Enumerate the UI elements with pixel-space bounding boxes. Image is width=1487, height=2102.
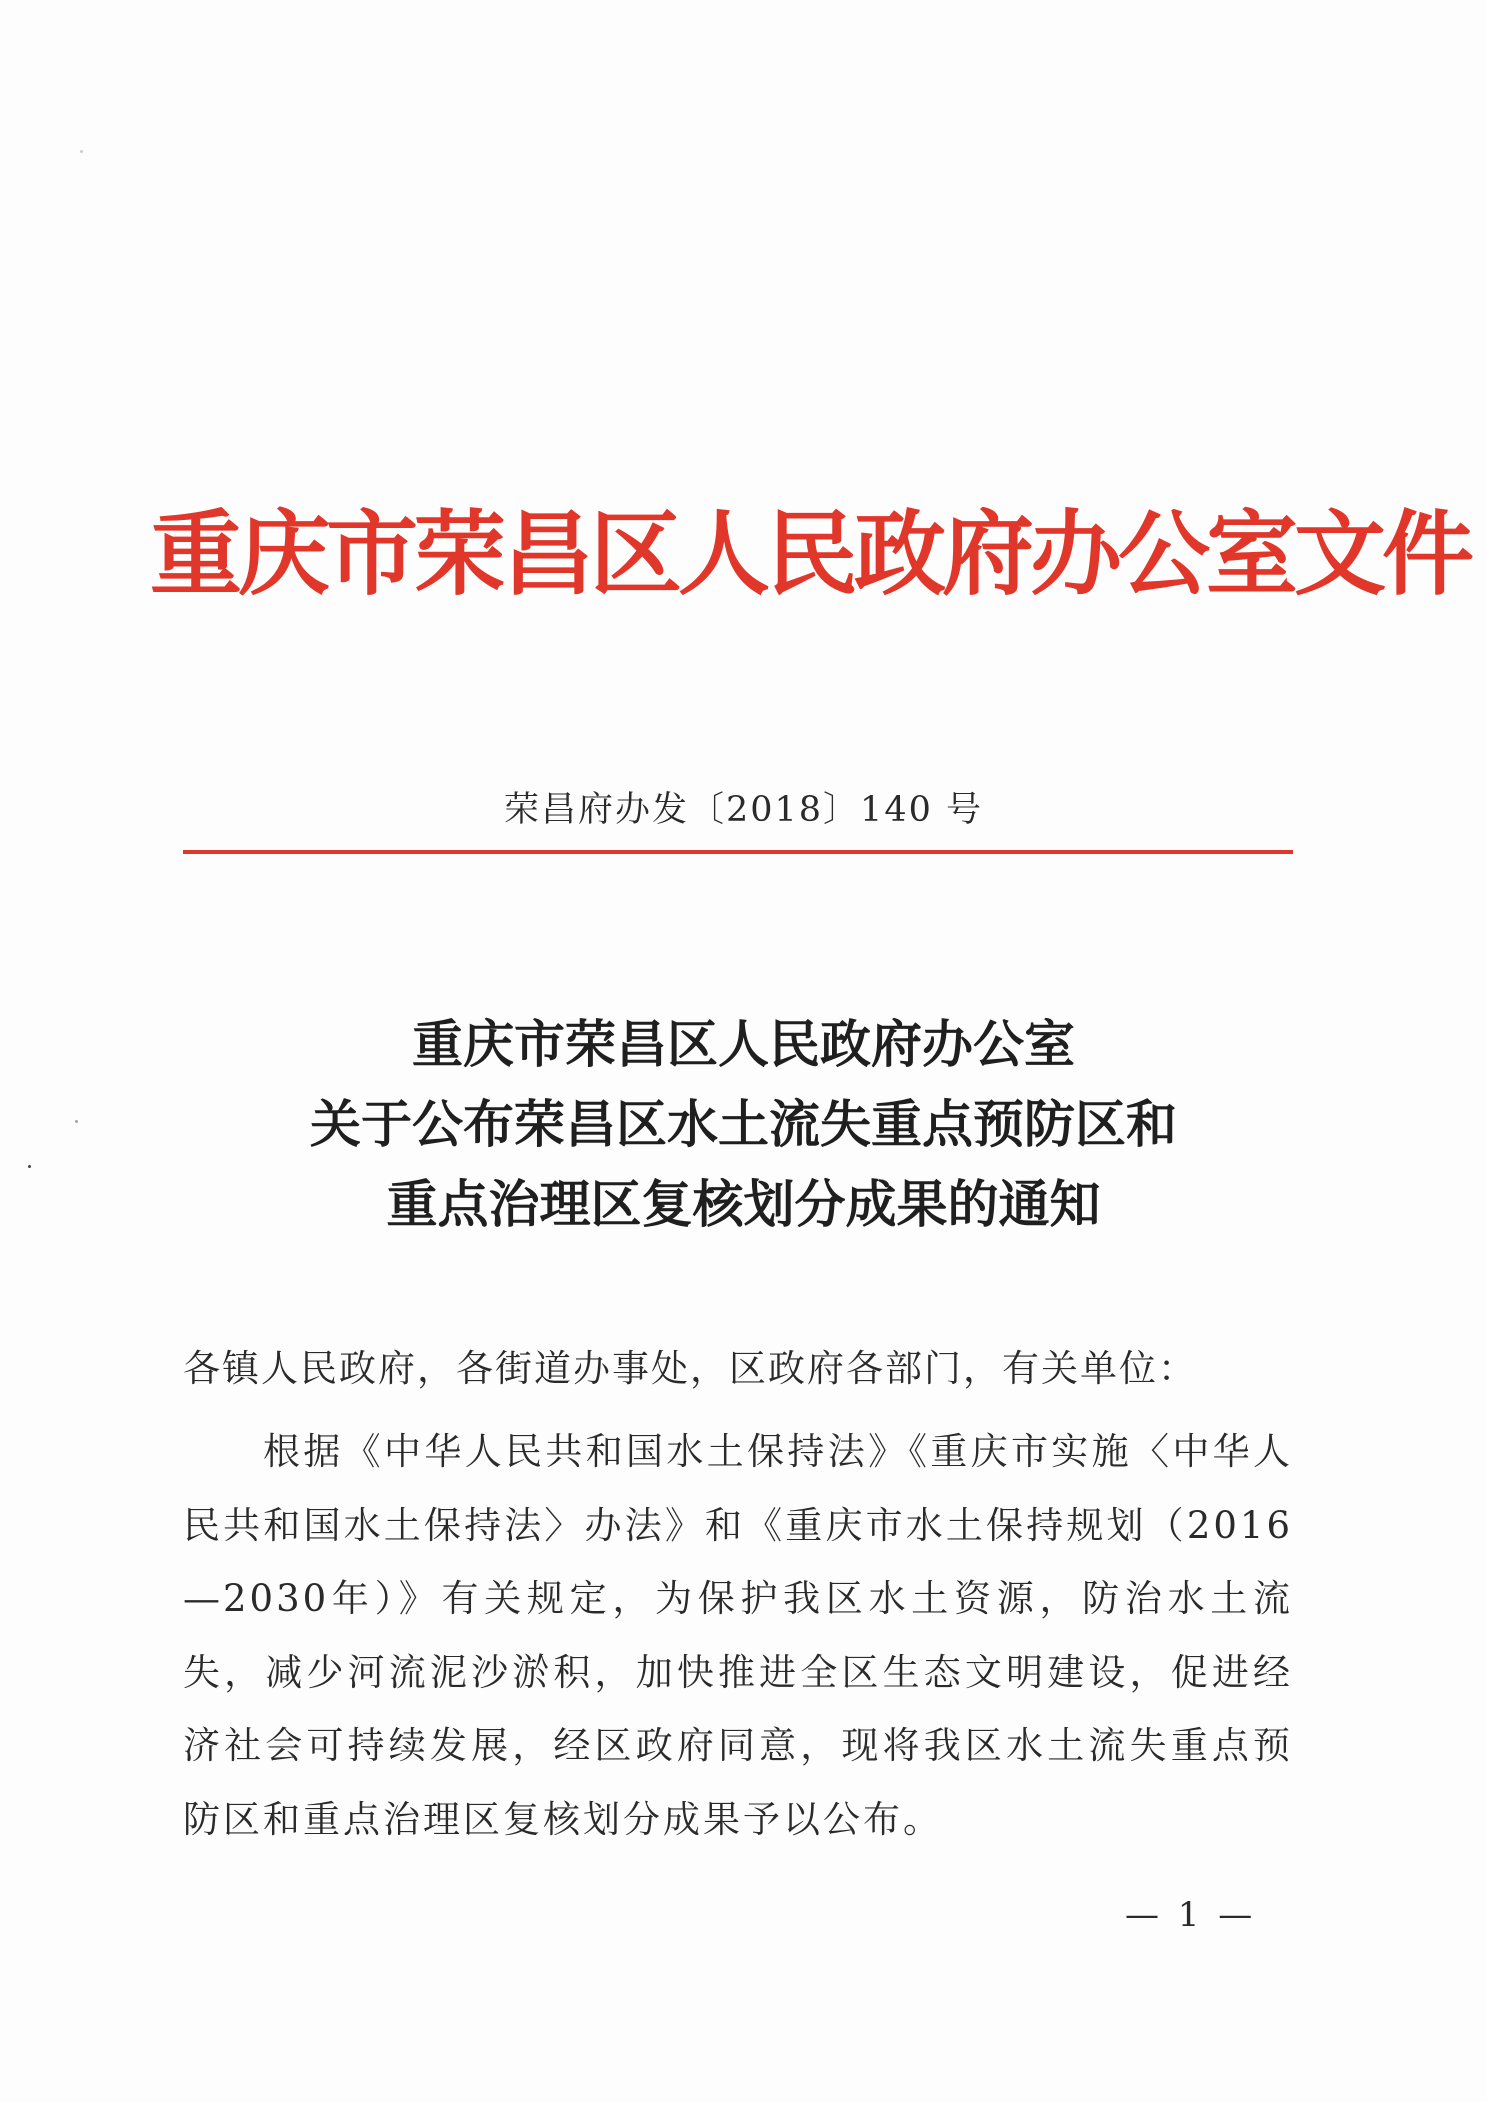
page-number: — 1 — xyxy=(1125,1895,1257,1935)
salutation: 各镇人民政府，各街道办事处，区政府各部门，有关单位： xyxy=(183,1347,1197,1390)
scan-speck xyxy=(80,150,83,153)
red-divider-line xyxy=(183,850,1293,854)
title-line-1: 重庆市荣昌区人民政府办公室 xyxy=(411,1015,1075,1075)
title-line-2: 关于公布荣昌区水土流失重点预防区和 xyxy=(309,1095,1177,1155)
title-line-3: 重点治理区复核划分成果的通知 xyxy=(386,1175,1101,1235)
body-paragraph: 根据《中华人民共和国水土保持法》《重庆市实施〈中华人民共和国水土保持法〉办法》和《重庆市水土保持规划（2016—2030年）》有关规定，为保护我区水土资源，防治水土流失，减少河流泥沙淤积，加快推进全区生态文明建设，促进经济社会可持续发展，经区政府同意，现将我区水土流失重点预防区和重点治理区复核划分成果予以公布。 xyxy=(183,1430,1293,1841)
scan-speck xyxy=(28,1165,31,1168)
document-number: 荣昌府办发〔2018〕140 号 xyxy=(503,790,983,830)
issuer-red-header: 重庆市荣昌区人民政府办公室文件 xyxy=(150,501,1471,608)
scan-speck xyxy=(75,1120,78,1123)
document-title xyxy=(0,1005,1487,1245)
